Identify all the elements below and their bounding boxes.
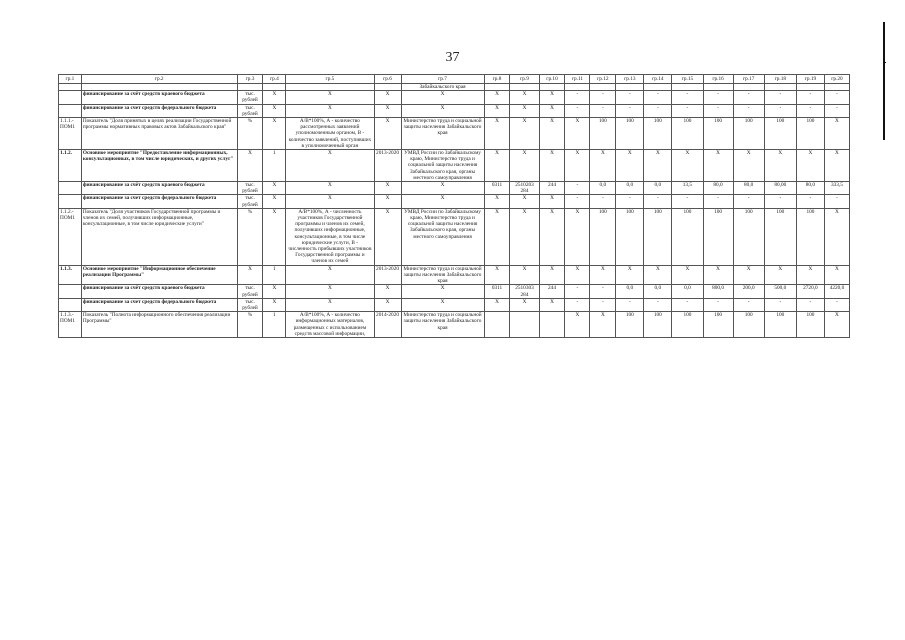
table-cell: 100: [733, 312, 764, 338]
table-cell: -: [616, 104, 644, 117]
table-cell: -: [672, 104, 703, 117]
table-cell: Министерство труда и социальной защиты населения Забайкальского края: [401, 312, 484, 338]
table-cell: Х: [237, 150, 263, 182]
table-cell: Х: [374, 118, 401, 150]
table-cell: Х: [590, 150, 616, 182]
table-cell: Х: [565, 265, 590, 285]
table-cell: -: [565, 91, 590, 104]
table-cell: Х: [263, 208, 286, 265]
table-cell: 100: [644, 208, 672, 265]
table-cell: Х: [484, 265, 510, 285]
table-cell: -: [796, 91, 824, 104]
table-cell: -: [644, 195, 672, 208]
table-cell: [484, 312, 510, 338]
table-cell: Х: [286, 265, 374, 285]
table-cell: 1: [263, 265, 286, 285]
table-cell: Х: [374, 195, 401, 208]
table-row: [59, 104, 850, 117]
table-cell: -: [733, 104, 764, 117]
table-cell: Х: [286, 150, 374, 182]
table-cell: -: [590, 298, 616, 311]
table-cell: -: [672, 298, 703, 311]
table-cell: Х: [565, 208, 590, 265]
table-cell: 2720,0: [796, 285, 824, 298]
table-cell: 0,0: [616, 182, 644, 195]
table-cell: -: [824, 91, 849, 104]
header-cell: гр.20: [824, 75, 849, 84]
table-cell: Х: [672, 150, 703, 182]
table-cell: -: [565, 182, 590, 195]
program-table: [58, 74, 850, 338]
table-cell: [59, 104, 82, 117]
table-cell: Х: [484, 150, 510, 182]
table-cell: Х: [510, 208, 539, 265]
table-cell: тыс. рублей: [237, 104, 263, 117]
table-cell: Х: [590, 312, 616, 338]
table-cell: Х: [539, 265, 565, 285]
table-cell: тыс. рублей: [237, 91, 263, 104]
table-cell: -: [565, 298, 590, 311]
table-cell: 1.1.1.-ПОМ1: [59, 118, 82, 150]
table-cell: [59, 298, 82, 311]
table-cell: -: [764, 195, 796, 208]
header-cell: гр.8: [484, 75, 510, 84]
table-cell: 80,0: [703, 182, 733, 195]
table-cell: 100: [616, 208, 644, 265]
table-cell: Х: [590, 265, 616, 285]
table-cell: Основное мероприятие "Информационное обеспечение реализации Программы": [81, 265, 237, 285]
table-cell: Х: [733, 150, 764, 182]
table-cell: -: [672, 91, 703, 104]
table-cell: -: [703, 195, 733, 208]
table-cell: -: [565, 285, 590, 298]
table-cell: Х: [539, 118, 565, 150]
table-cell: Х: [824, 265, 849, 285]
table-cell: 1: [263, 150, 286, 182]
table-cell: -: [590, 285, 616, 298]
table-cell: -: [703, 298, 733, 311]
table-row: [59, 91, 850, 104]
table-cell: Х: [263, 285, 286, 298]
table-cell: [59, 195, 82, 208]
table-cell: -: [644, 104, 672, 117]
table-cell: УМВД России по Забайкальскому краю, Министерство труда и социальной защиты населения Забайкальского края, органы местного самоуправления: [401, 208, 484, 265]
table-cell: Х: [764, 150, 796, 182]
table-cell: -: [796, 104, 824, 117]
table-cell: 100: [796, 312, 824, 338]
table-cell: Х: [484, 91, 510, 104]
header-cell: гр.5: [286, 75, 374, 84]
table-cell: Х: [374, 91, 401, 104]
table-cell: %: [237, 118, 263, 150]
table-cell: 100: [590, 118, 616, 150]
table-cell: 2013-2020: [374, 265, 401, 285]
table-cell: 100: [764, 118, 796, 150]
table-cell: 100: [796, 208, 824, 265]
table-cell: Х: [824, 118, 849, 150]
table-cell: 0,0: [590, 182, 616, 195]
table-cell: 500,0: [764, 285, 796, 298]
table-cell: 100: [703, 208, 733, 265]
header-cell: гр.12: [590, 75, 616, 84]
table-cell: -: [703, 104, 733, 117]
table-cell: Х: [484, 118, 510, 150]
header-cell: гр.1: [59, 75, 82, 84]
table-cell: Х: [263, 298, 286, 311]
table-cell: -: [565, 104, 590, 117]
table-cell: Показатель "Полнота информационного обеспечения реализации Программы": [81, 312, 237, 338]
table-cell: -: [824, 104, 849, 117]
table-cell: 100: [796, 118, 824, 150]
table-cell: Х: [374, 208, 401, 265]
table-cell: Х: [824, 150, 849, 182]
table-cell: 80,00: [764, 182, 796, 195]
table-cell: 2013-2020: [374, 150, 401, 182]
table-cell: Х: [510, 104, 539, 117]
table-cell: Х: [374, 285, 401, 298]
header-cell: гр.2: [81, 75, 237, 84]
table-cell: финансирование за счёт средств краевого бюджета: [81, 182, 237, 195]
header-cell: гр.10: [539, 75, 565, 84]
table-cell: Х: [237, 265, 263, 285]
table-cell: %: [237, 312, 263, 338]
table-cell: Х: [510, 150, 539, 182]
table-cell: -: [764, 298, 796, 311]
table-row: [59, 195, 850, 208]
table-cell: Х: [263, 91, 286, 104]
table-cell: 0311: [484, 285, 510, 298]
table-cell: 1.1.3.-ПОМ1: [59, 312, 82, 338]
table-cell: финансирование за счет средств федерального бюджета: [81, 195, 237, 208]
table-cell: 100: [733, 208, 764, 265]
header-cell: гр.17: [733, 75, 764, 84]
table-cell: Х: [565, 312, 590, 338]
margin-dash: [885, 62, 886, 63]
header-cell: гр.4: [263, 75, 286, 84]
table-cell: Х: [374, 104, 401, 117]
table-cell: 0,0: [672, 285, 703, 298]
table-cell: 100: [616, 312, 644, 338]
table-body: [59, 75, 850, 338]
table-cell: 2510303 284: [510, 285, 539, 298]
continuation-row: [59, 84, 850, 91]
table-cell: Х: [824, 312, 849, 338]
table-cell: Х: [565, 150, 590, 182]
table-cell: Х: [824, 208, 849, 265]
table-cell: 100: [644, 312, 672, 338]
table-cell: 2510203 284: [510, 182, 539, 195]
table-cell: Основное мероприятие "Предоставление информационных, консультационных, в том числе юридических, и других услуг": [81, 150, 237, 182]
program-table-sheet: [58, 74, 850, 338]
table-cell: 100: [672, 312, 703, 338]
table-cell: Х: [733, 265, 764, 285]
table-cell: 800,0: [703, 285, 733, 298]
table-cell: %: [237, 208, 263, 265]
table-cell: Х: [401, 298, 484, 311]
table-row: [59, 118, 850, 150]
table-cell: Х: [764, 265, 796, 285]
table-cell: 100: [616, 118, 644, 150]
table-row: [59, 298, 850, 311]
table-cell: -: [644, 91, 672, 104]
table-cell: 100: [672, 118, 703, 150]
table-cell: -: [672, 195, 703, 208]
header-row: [59, 75, 850, 84]
table-row: [59, 265, 850, 285]
table-cell: [59, 285, 82, 298]
table-cell: финансирование за счет средств федерального бюджета: [81, 104, 237, 117]
table-cell: Х: [539, 208, 565, 265]
table-cell: Х: [644, 150, 672, 182]
table-cell: Х: [796, 150, 824, 182]
table-cell: Министерство труда и социальной защиты населения Забайкальского края: [401, 265, 484, 285]
header-cell: гр.13: [616, 75, 644, 84]
table-cell: Х: [401, 91, 484, 104]
table-cell: [59, 91, 82, 104]
header-cell: гр.14: [644, 75, 672, 84]
table-cell: тыс. рублей: [237, 298, 263, 311]
table-cell: -: [590, 91, 616, 104]
table-row: [59, 150, 850, 182]
table-cell: -: [796, 195, 824, 208]
table-cell: 4220,0: [824, 285, 849, 298]
table-cell: Показатель "Доля принятых в целях реализации Государственной программы нормативных правовых актов Забайкальского края": [81, 118, 237, 150]
header-cell: гр.7: [401, 75, 484, 84]
table-cell: -: [733, 91, 764, 104]
table-cell: 100: [764, 208, 796, 265]
table-cell: -: [733, 195, 764, 208]
table-cell: Х: [703, 150, 733, 182]
table-cell: 1.1.3.: [59, 265, 82, 285]
table-cell: Х: [401, 182, 484, 195]
header-cell: гр.9: [510, 75, 539, 84]
table-cell: 0,0: [644, 182, 672, 195]
table-cell: 244: [539, 285, 565, 298]
table-cell: Х: [263, 182, 286, 195]
table-cell: Х: [796, 265, 824, 285]
table-cell: Х: [565, 118, 590, 150]
table-cell: 100: [733, 118, 764, 150]
header-cell: гр.6: [374, 75, 401, 84]
table-cell: тыс. рублей: [237, 285, 263, 298]
table-cell: Х: [286, 104, 374, 117]
table-cell: 100: [590, 208, 616, 265]
table-cell: 1: [263, 312, 286, 338]
table-row: [59, 312, 850, 338]
table-cell: 2014-2020: [374, 312, 401, 338]
table-cell: Министерство труда и социальной защиты населения Забайкальского края: [401, 118, 484, 150]
table-cell: -: [824, 298, 849, 311]
table-cell: 100: [764, 312, 796, 338]
header-cell: гр.11: [565, 75, 590, 84]
table-cell: финансирование за счёт средств краевого бюджета: [81, 91, 237, 104]
table-cell: Х: [374, 298, 401, 311]
table-cell: Х: [703, 265, 733, 285]
table-cell: Х: [539, 150, 565, 182]
table-cell: Х: [484, 208, 510, 265]
table-cell: 100: [644, 118, 672, 150]
table-cell: -: [824, 195, 849, 208]
table-cell: Х: [510, 118, 539, 150]
table-cell: Х: [539, 91, 565, 104]
table-cell: Х: [286, 298, 374, 311]
table-cell: Показатель "Доля участников Государственной программы и членов их семей, получивших информационные, консультационные, в том числе юридические услуги": [81, 208, 237, 265]
table-cell: Х: [401, 195, 484, 208]
header-cell: гр.19: [796, 75, 824, 84]
table-cell: Х: [401, 104, 484, 117]
table-cell: 80,0: [796, 182, 824, 195]
table-cell: Х: [286, 195, 374, 208]
table-row: [59, 208, 850, 265]
table-cell: Х: [539, 195, 565, 208]
table-cell: А/В*100%, А - количество рассмотренных заявлений уполномоченным органом, В - количество заявлений, поступивших в уполномоченный орган: [286, 118, 374, 150]
table-cell: 1.1.2.-ПОМ1: [59, 208, 82, 265]
table-cell: 0,0: [616, 285, 644, 298]
table-cell: [510, 312, 539, 338]
table-cell: Х: [263, 195, 286, 208]
table-cell: Х: [286, 91, 374, 104]
table-cell: Х: [263, 118, 286, 150]
page-number: 37: [445, 50, 460, 65]
table-cell: -: [590, 104, 616, 117]
table-cell: -: [764, 91, 796, 104]
table-cell: 13,5: [672, 182, 703, 195]
table-cell: Х: [672, 265, 703, 285]
table-cell: 200,0: [733, 285, 764, 298]
table-cell: Х: [616, 150, 644, 182]
header-cell: гр.3: [237, 75, 263, 84]
table-cell: 0311: [484, 182, 510, 195]
table-cell: -: [644, 298, 672, 311]
table-row: [59, 285, 850, 298]
table-cell: Х: [263, 104, 286, 117]
table-cell: 333,5: [824, 182, 849, 195]
table-cell: -: [764, 104, 796, 117]
table-cell: Х: [539, 104, 565, 117]
table-cell: 80,0: [733, 182, 764, 195]
table-cell: Х: [484, 298, 510, 311]
table-cell: 244: [539, 182, 565, 195]
table-cell: -: [796, 298, 824, 311]
table-cell: -: [616, 195, 644, 208]
table-cell: финансирование за счёт средств краевого бюджета: [81, 285, 237, 298]
table-cell: 100: [703, 118, 733, 150]
table-cell: -: [703, 91, 733, 104]
table-cell: А/В*100%, А - численность участников Государственной программы и членов их семей, получивших информационные, консультационные, в том числе юридические услуги, В - численность прибывших участников Государственной программы и членов их семей: [286, 208, 374, 265]
margin-line: [883, 22, 885, 140]
table-cell: 1.1.2.: [59, 150, 82, 182]
table-cell: Х: [510, 265, 539, 285]
table-cell: -: [616, 298, 644, 311]
header-cell: гр.15: [672, 75, 703, 84]
table-cell: А/В*100%, А - количество информационных материалов, размещенных с использованием средств массовой информации,: [286, 312, 374, 338]
header-cell: гр.16: [703, 75, 733, 84]
table-cell: Х: [484, 104, 510, 117]
table-cell: Х: [286, 285, 374, 298]
continuation-text: Забайкальского края: [401, 84, 484, 91]
header-cell: гр.18: [764, 75, 796, 84]
table-cell: Х: [644, 265, 672, 285]
table-cell: Х: [401, 285, 484, 298]
table-cell: финансирование за счет средств федерального бюджета: [81, 298, 237, 311]
table-cell: -: [733, 298, 764, 311]
table-cell: УМВД России по Забайкальскому краю, Министерство труда и социальной защиты населения Забайкальского края, органы местного самоуправления: [401, 150, 484, 182]
table-cell: Х: [539, 298, 565, 311]
table-cell: Х: [510, 91, 539, 104]
table-row: [59, 182, 850, 195]
table-cell: Х: [616, 265, 644, 285]
table-cell: 0,0: [644, 285, 672, 298]
table-cell: Х: [286, 182, 374, 195]
table-cell: Х: [374, 182, 401, 195]
table-cell: тыс. рублей: [237, 195, 263, 208]
table-cell: тыс. рублей: [237, 182, 263, 195]
table-cell: 100: [703, 312, 733, 338]
table-cell: Х: [484, 195, 510, 208]
table-cell: -: [616, 91, 644, 104]
table-cell: [59, 182, 82, 195]
table-cell: 100: [672, 208, 703, 265]
table-cell: -: [565, 195, 590, 208]
table-cell: [539, 312, 565, 338]
table-cell: Х: [510, 195, 539, 208]
table-cell: -: [590, 195, 616, 208]
table-cell: Х: [510, 298, 539, 311]
